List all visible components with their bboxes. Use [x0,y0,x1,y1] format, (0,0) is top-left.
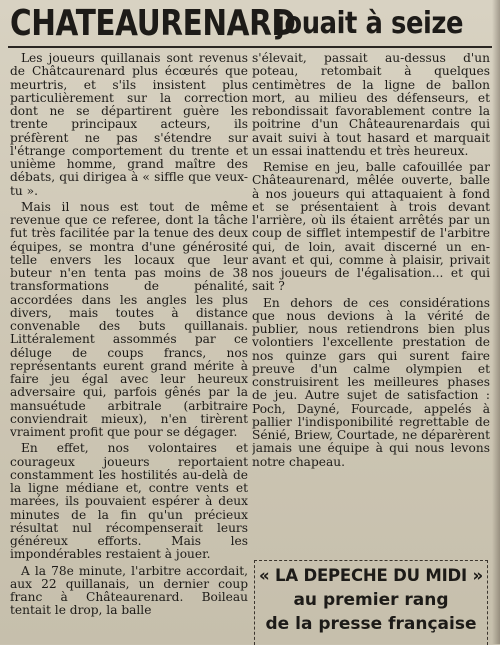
page-edge-shadow [492,0,500,644]
headline-town: CHATEAURENARD [10,3,296,44]
article-column-right [252,52,490,554]
paragraph: En dehors de ces considérations que nous devions à la vérité de publier, nous retiendrons bien plus volontiers l'excellente prestation de nos quinze gars qui surent faire preuve d'un calme olympien et construisirent les meilleures phases de jeu. Autre sujet de satisfaction : Poch, Dayné, Fourcade, appelés à pallier l'indisponibilité regrettable de Sénié, Briew, Courtade, ne déparèrent jamais une équipe à qui nous levons notre chapeau. [252,295,490,469]
ad-line-1: au premier rang [293,590,449,610]
article-headline [10,2,490,46]
paragraph: A la 78e minute, l'arbitre accordait, aux 22 quillanais, un dernier coup franc à Châteaurenard. Boileau tentait le drop, la balle [10,563,248,618]
ad-title: « LA DEPECHE DU MIDI » [259,566,483,585]
paragraph: Les joueurs quillanais sont revenus de Châtcaurenard plus écœurés que meurtris, et s'ils insistent plus particulièrement sur la correction dont ne se départirent guère les trente principaux acteurs, ils préfèrent ne pas s'étendre sur l'étrange comportement du trente et unième homme, grand maître des débats, qui dirigea à « siffle que veux-tu ». [10,52,248,198]
paragraph: s'élevait, passait au-dessus d'un poteau, retombait à quelques centimètres de la ligne de ballon mort, au milieu des défenseurs, et rebondissait favorablement contre la poitrine d'un Châteaurenardais qui avait suivi à tout hasard et marquait un essai inattendu et très heureux. [252,52,490,158]
article-column-left [10,52,248,644]
ad-line-2: de la presse française [265,614,477,634]
paragraph: Mais il nous est tout de même revenue que ce referee, dont la tâche fut très facilitée par la tenue des deux équipes, se montra d'une générosité telle envers les locaux que leur buteur n'en tenta pas moins de 38 transformations de pénalité, accordées dans les angles les plus divers, mais toutes à distance convenable des buts quillanais. Littéralement assommés par ce déluge de coups francs, nos représentants eurent grand mérite à faire jeu égal avec leur heureux adversaire qui, parfois gênés par la mansuétude arbitrale (arbitraire conviendrait mieux), n'en tirèrent vraiment profit que pour se dégager. [10,199,248,439]
headline-rule [8,46,492,48]
paragraph: En effet, nos volontaires et courageux joueurs reportaient constamment les hostilités au-delà de la ligne médiane et, contre vents et marées, ils pouvaient espérer à deux minutes de la fin qu'un précieux résultat nul récompenserait leurs généreux efforts. Mais les impondérables restaient à jouer. [10,441,248,562]
ad-frame [254,560,488,645]
headline-subtitle: jouait à seize [276,6,464,41]
paragraph: Remise en jeu, balle cafouillée par Châteaurenard, mêlée ouverte, balle à nos joueurs qui attaquaient à fond et se présentaient à trois devant l'arrière, où ils étaient arrêtés par un coup de sifflet intempestif de l'arbitre qui, de loin, avait discerné un en-avant et qui, comme à plaisir, privait nos joueurs de l'égalisation... et qui sait ? [252,160,490,294]
depeche-advertisement [252,560,490,644]
